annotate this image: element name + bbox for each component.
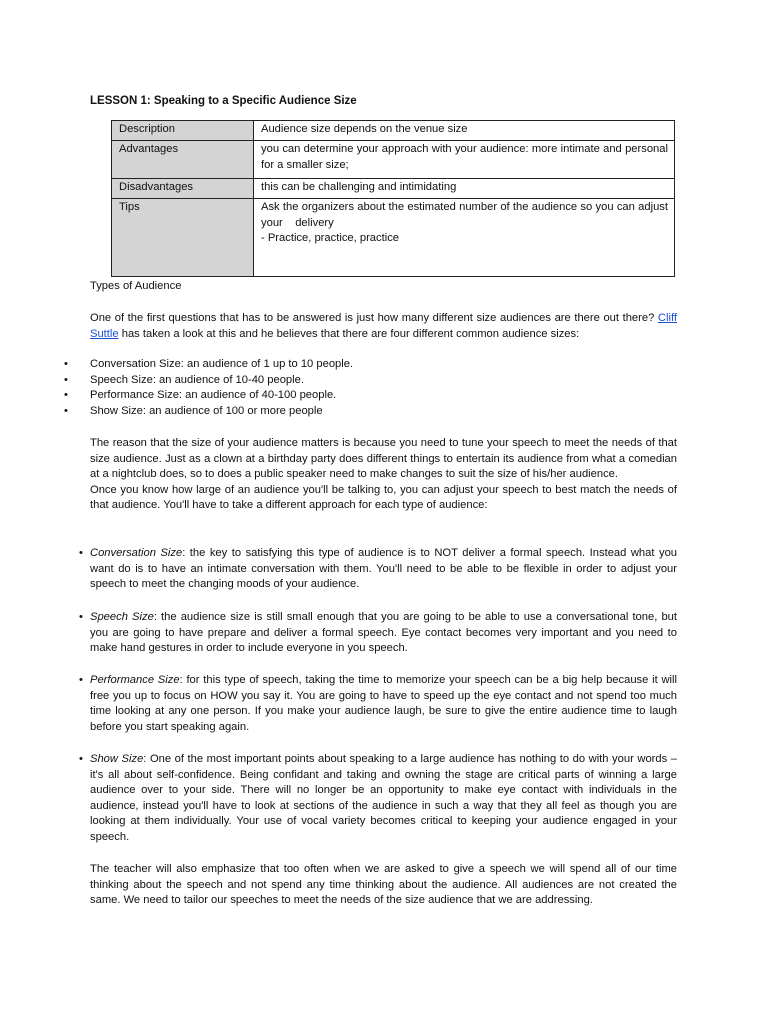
intro-text-rest: has taken a look at this and he believes that there are four different common audience sizes: bbox=[118, 327, 580, 340]
bullet-icon: • bbox=[79, 753, 83, 765]
lesson-title: LESSON 1: Speaking to a Specific Audience Size bbox=[90, 95, 357, 107]
detail-term: Show Size bbox=[90, 753, 144, 765]
detail-separator: : bbox=[179, 674, 187, 686]
detail-term: Conversation Size bbox=[90, 547, 183, 559]
row-value bbox=[254, 199, 675, 277]
tips-text: Ask the organizers about the estimated number of the audience so you can adjust your delivery bbox=[261, 201, 672, 229]
reason-text-2: Once you know how large of an audience you'll be talking to, you can adjust your speech to best match the needs of that audience. You'll have to take a different approach for each type of audience: bbox=[90, 483, 677, 512]
table-row bbox=[112, 121, 675, 141]
detail-separator: : bbox=[143, 753, 150, 765]
types-heading: Types of Audience bbox=[90, 280, 182, 292]
detail-item-performance bbox=[79, 673, 678, 735]
detail-text: the audience size is still small enough that you are going to be able to use a conversational tone, but you are going to have prepare and deliver a formal speech. Eye contact becomes very important and you need to make hand gestures in order to include everyone in you speech. bbox=[90, 611, 677, 655]
detail-item-show bbox=[79, 752, 677, 846]
bullet-icon: • bbox=[64, 358, 68, 370]
table-row bbox=[112, 179, 675, 199]
detail-text: for this type of speech, taking the time to memorize your speech can be a big help because it will free you up to focus on HOW you say it. You are going to have to speed up the eye contact and not spend too much time looking at any one person. If you make your audience laugh, be sure to give the entire audience time to laugh before you start speaking again. bbox=[90, 674, 678, 733]
row-label: Disadvantages bbox=[112, 179, 254, 199]
list-item bbox=[64, 373, 353, 389]
row-value: this can be challenging and intimidating bbox=[254, 179, 675, 199]
audience-sizes-list bbox=[64, 357, 354, 419]
summary-table bbox=[111, 120, 675, 277]
detail-item-conversation bbox=[79, 546, 678, 593]
detail-item-speech bbox=[79, 610, 677, 657]
detail-separator: : bbox=[182, 547, 190, 559]
row-label: Advantages bbox=[112, 141, 254, 179]
detail-separator: : bbox=[153, 611, 162, 623]
table-row bbox=[112, 199, 675, 277]
tips-text-practice: - Practice, practice, practice bbox=[261, 232, 400, 245]
list-item bbox=[64, 388, 353, 404]
detail-text: the key to satisfying this type of audience is to NOT deliver a formal speech. Instead what you want do is to have an intimate conversation with them. You'll need to be able to be flexible in order to adjust your speech to meet the changing moods of your audience. bbox=[90, 547, 678, 591]
list-item-text: Show Size: an audience of 100 or more people bbox=[90, 404, 323, 417]
detail-term: Speech Size bbox=[90, 611, 154, 623]
intro-text: One of the first questions that has to be answered is just how many different size audiences are there out there? bbox=[90, 312, 655, 324]
bullet-icon: • bbox=[79, 674, 83, 686]
list-item-text: Conversation Size: an audience of 1 up to 10 people. bbox=[90, 358, 354, 370]
closing-paragraph: The teacher will also emphasize that too often when we are asked to give a speech we will spend all of our time thinking about the speech and not spend any time thinking about the audience. All audiences are not created the same. We need to tailor our speeches to meet the needs of the size audience that we are addressing. bbox=[90, 863, 677, 907]
detail-term: Performance Size bbox=[90, 674, 180, 686]
row-value: you can determine your approach with your audience: more intimate and personal for a smaller size; bbox=[254, 141, 675, 179]
bullet-icon: • bbox=[79, 611, 83, 623]
list-item-text: Performance Size: an audience of 40-100 people. bbox=[90, 389, 337, 402]
row-label: Tips bbox=[112, 199, 254, 277]
row-value: Audience size depends on the venue size bbox=[254, 121, 675, 141]
bullet-icon: • bbox=[64, 389, 68, 402]
bullet-icon: • bbox=[64, 373, 68, 386]
reason-text: The reason that the size of your audience matters is because you need to tune your speech to meet the needs of that size audience. Just as a clown at a birthday party does different things to entertain its audience from what a comedian at a nightclub does, so to does a public speaker need to make changes to suit the size of his/her audience. bbox=[90, 437, 677, 481]
list-item bbox=[64, 357, 354, 373]
bullet-icon: • bbox=[79, 547, 83, 559]
reason-paragraph bbox=[90, 436, 677, 514]
table-row bbox=[112, 141, 675, 179]
detail-text: One of the most important points about speaking to a large audience has nothing to do with your words – it's all about self-confidence. Being confidant and taking and owning the stage are critical parts of winning a large audience over to your side. There will no longer be an opportunity to make eye contact with individuals in the audience, instead you'll have to look at sections of the audience in such a way that they all feel as though you are looking at them individually. Your use of vocal variety becomes critical to keeping your audience engaged in your speech. bbox=[90, 753, 677, 843]
bullet-icon: • bbox=[64, 404, 68, 417]
list-item-text: Speech Size: an audience of 10-40 people. bbox=[90, 373, 304, 386]
intro-paragraph bbox=[90, 311, 677, 342]
list-item bbox=[64, 404, 353, 420]
cliff-suttle-link[interactable]: Cliff Suttle bbox=[90, 312, 677, 340]
row-label: Description bbox=[112, 121, 254, 141]
